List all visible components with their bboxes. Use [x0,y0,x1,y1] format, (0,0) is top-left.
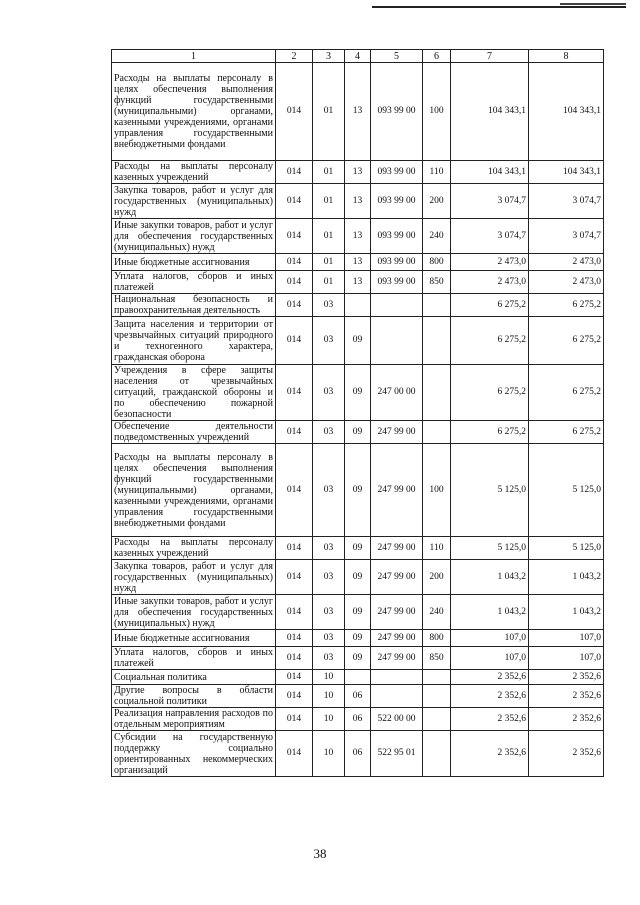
col-3-value: 01 [313,161,345,184]
col-3-value: 03 [313,537,345,560]
row-name: Иные бюджетные ассигнования [112,630,276,647]
col-2-value: 014 [276,294,313,317]
col-5-value: 247 99 00 [371,630,423,647]
col-4-value: 13 [345,63,371,161]
col-7-value: 104 343,1 [451,161,529,184]
col-3-value: 03 [313,647,345,670]
col-8-value: 107,0 [529,647,604,670]
table-row [112,537,604,560]
col-6-value: 240 [423,595,451,630]
col-8-value: 3 074,7 [529,219,604,254]
col-6-value [423,421,451,444]
col-3-value: 01 [313,271,345,294]
col-4-value: 13 [345,184,371,219]
col-5-value [371,685,423,708]
col-8-value: 2 473,0 [529,271,604,294]
col-3-value: 03 [313,630,345,647]
row-name: Реализация направления расходов по отдельным мероприятиям [112,708,276,731]
table-row [112,184,604,219]
col-7-value: 2 473,0 [451,271,529,294]
col-6-value [423,731,451,777]
col-8-value: 3 074,7 [529,184,604,219]
col-6-value: 240 [423,219,451,254]
column-header: 8 [529,50,604,63]
row-name: Национальная безопасность и правоохранительная деятельность [112,294,276,317]
col-7-value: 5 125,0 [451,537,529,560]
col-8-value: 1 043,2 [529,595,604,630]
col-4-value: 13 [345,219,371,254]
col-4-value: 09 [345,537,371,560]
col-3-value: 03 [313,421,345,444]
header-rule-accent [560,3,626,5]
table-row [112,421,604,444]
col-5-value: 247 99 00 [371,595,423,630]
row-name: Социальная политика [112,670,276,685]
col-2-value: 014 [276,670,313,685]
col-2-value: 014 [276,685,313,708]
col-7-value: 2 352,6 [451,731,529,777]
row-name: Иные закупки товаров, работ и услуг для обеспечения государственных (муниципальных) нужд [112,595,276,630]
col-6-value: 800 [423,630,451,647]
col-8-value: 1 043,2 [529,560,604,595]
table-row [112,317,604,365]
col-4-value [345,294,371,317]
table-row [112,63,604,161]
row-name: Уплата налогов, сборов и иных платежей [112,271,276,294]
col-8-value: 104 343,1 [529,63,604,161]
column-header: 7 [451,50,529,63]
header-row [112,50,604,63]
table-row [112,630,604,647]
row-name: Расходы на выплаты персоналу в целях обеспечения выполнения функций государственными (муниципальными) органами, казенными учреждениями, органами управления государственными внебюджетными фондами [112,63,276,161]
row-name: Иные бюджетные ассигнования [112,254,276,271]
col-4-value: 09 [345,317,371,365]
row-name: Расходы на выплаты персоналу в целях обеспечения выполнения функций государственными (муниципальными) органами, казенными учреждениями, органами управления государственными внебюджетными фондами [112,444,276,537]
col-2-value: 014 [276,647,313,670]
col-7-value: 107,0 [451,630,529,647]
col-3-value: 10 [313,731,345,777]
col-2-value: 014 [276,630,313,647]
column-header: 2 [276,50,313,63]
col-7-value: 1 043,2 [451,560,529,595]
table-row [112,161,604,184]
row-name: Обеспечение деятельности подведомственных учреждений [112,421,276,444]
row-name: Учреждения в сфере защиты населения от чрезвычайных ситуаций, гражданской обороны и по обеспечению пожарной безопасности [112,365,276,421]
col-8-value: 104 343,1 [529,161,604,184]
col-3-value: 03 [313,560,345,595]
table-row [112,219,604,254]
col-5-value: 522 95 01 [371,731,423,777]
col-6-value: 850 [423,647,451,670]
col-8-value: 6 275,2 [529,317,604,365]
col-6-value [423,317,451,365]
col-4-value: 13 [345,254,371,271]
col-6-value: 200 [423,184,451,219]
column-header: 6 [423,50,451,63]
col-2-value: 014 [276,708,313,731]
row-name: Расходы на выплаты персоналу казенных учреждений [112,161,276,184]
col-3-value: 01 [313,254,345,271]
col-6-value: 850 [423,271,451,294]
col-6-value: 100 [423,63,451,161]
col-3-value: 10 [313,670,345,685]
col-8-value: 2 352,6 [529,731,604,777]
col-5-value: 093 99 00 [371,254,423,271]
col-8-value: 107,0 [529,630,604,647]
col-3-value: 03 [313,444,345,537]
col-3-value: 10 [313,708,345,731]
col-6-value: 200 [423,560,451,595]
col-5-value: 247 99 00 [371,444,423,537]
col-7-value: 2 473,0 [451,254,529,271]
col-5-value: 247 99 00 [371,537,423,560]
col-4-value: 13 [345,161,371,184]
col-7-value: 2 352,6 [451,708,529,731]
table-row [112,708,604,731]
col-4-value: 06 [345,708,371,731]
col-6-value [423,708,451,731]
col-7-value: 2 352,6 [451,685,529,708]
col-8-value: 2 352,6 [529,708,604,731]
table-row [112,595,604,630]
table-row [112,731,604,777]
col-2-value: 014 [276,317,313,365]
table-row [112,444,604,537]
col-3-value: 03 [313,595,345,630]
row-name: Закупка товаров, работ и услуг для государственных (муниципальных) нужд [112,560,276,595]
col-3-value: 01 [313,63,345,161]
col-6-value [423,365,451,421]
col-5-value: 093 99 00 [371,184,423,219]
col-3-value: 10 [313,685,345,708]
col-6-value: 800 [423,254,451,271]
col-4-value: 09 [345,630,371,647]
col-8-value: 5 125,0 [529,537,604,560]
table-row [112,560,604,595]
col-4-value: 06 [345,685,371,708]
col-4-value: 09 [345,365,371,421]
page-number: 38 [313,846,327,861]
col-2-value: 014 [276,271,313,294]
col-2-value: 014 [276,537,313,560]
col-4-value: 13 [345,271,371,294]
col-4-value: 09 [345,647,371,670]
column-header: 1 [112,50,276,63]
col-3-value: 01 [313,184,345,219]
row-name: Другие вопросы в области социальной политики [112,685,276,708]
col-6-value [423,685,451,708]
column-header: 4 [345,50,371,63]
col-8-value: 2 473,0 [529,254,604,271]
col-8-value: 6 275,2 [529,421,604,444]
col-2-value: 014 [276,595,313,630]
col-3-value: 03 [313,365,345,421]
col-7-value: 6 275,2 [451,317,529,365]
col-5-value [371,317,423,365]
col-2-value: 014 [276,365,313,421]
col-4-value: 09 [345,421,371,444]
col-7-value: 2 352,6 [451,670,529,685]
col-3-value: 03 [313,317,345,365]
row-name: Субсидии на государственную поддержку социально ориентированных некоммерческих организаций [112,731,276,777]
col-5-value [371,670,423,685]
row-name: Закупка товаров, работ и услуг для государственных (муниципальных) нужд [112,184,276,219]
col-2-value: 014 [276,184,313,219]
col-8-value: 2 352,6 [529,670,604,685]
col-7-value: 5 125,0 [451,444,529,537]
col-5-value: 093 99 00 [371,219,423,254]
col-6-value [423,670,451,685]
col-6-value [423,294,451,317]
row-name: Защита населения и территории от чрезвычайных ситуаций природного и техногенного характера, гражданская оборона [112,317,276,365]
col-4-value: 06 [345,731,371,777]
col-2-value: 014 [276,421,313,444]
table-row [112,294,604,317]
col-6-value: 110 [423,161,451,184]
table-row [112,365,604,421]
col-2-value: 014 [276,560,313,595]
col-2-value: 014 [276,731,313,777]
table-row [112,647,604,670]
col-7-value: 1 043,2 [451,595,529,630]
col-7-value: 3 074,7 [451,219,529,254]
row-name: Расходы на выплаты персоналу казенных учреждений [112,537,276,560]
col-3-value: 01 [313,219,345,254]
col-6-value: 100 [423,444,451,537]
header-rule [372,6,626,8]
col-5-value: 247 99 00 [371,647,423,670]
col-8-value: 5 125,0 [529,444,604,537]
row-name: Уплата налогов, сборов и иных платежей [112,647,276,670]
col-2-value: 014 [276,219,313,254]
col-4-value: 09 [345,560,371,595]
table-row [112,685,604,708]
col-8-value: 2 352,6 [529,685,604,708]
col-7-value: 6 275,2 [451,421,529,444]
col-2-value: 014 [276,444,313,537]
col-5-value: 093 99 00 [371,271,423,294]
column-header: 3 [313,50,345,63]
col-8-value: 6 275,2 [529,365,604,421]
row-name: Иные закупки товаров, работ и услуг для обеспечения государственных (муниципальных) нужд [112,219,276,254]
col-4-value: 09 [345,595,371,630]
table-row [112,254,604,271]
col-7-value: 107,0 [451,647,529,670]
col-5-value: 093 99 00 [371,161,423,184]
column-header: 5 [371,50,423,63]
table-row [112,271,604,294]
col-6-value: 110 [423,537,451,560]
col-7-value: 3 074,7 [451,184,529,219]
col-7-value: 6 275,2 [451,365,529,421]
col-2-value: 014 [276,161,313,184]
col-4-value [345,670,371,685]
col-4-value: 09 [345,444,371,537]
col-7-value: 6 275,2 [451,294,529,317]
col-5-value: 247 99 00 [371,421,423,444]
col-5-value [371,294,423,317]
col-2-value: 014 [276,254,313,271]
col-8-value: 6 275,2 [529,294,604,317]
col-3-value: 03 [313,294,345,317]
budget-table [111,49,604,777]
col-5-value: 093 99 00 [371,63,423,161]
table-row [112,670,604,685]
col-5-value: 522 00 00 [371,708,423,731]
col-5-value: 247 99 00 [371,560,423,595]
col-5-value: 247 00 00 [371,365,423,421]
col-2-value: 014 [276,63,313,161]
col-7-value: 104 343,1 [451,63,529,161]
